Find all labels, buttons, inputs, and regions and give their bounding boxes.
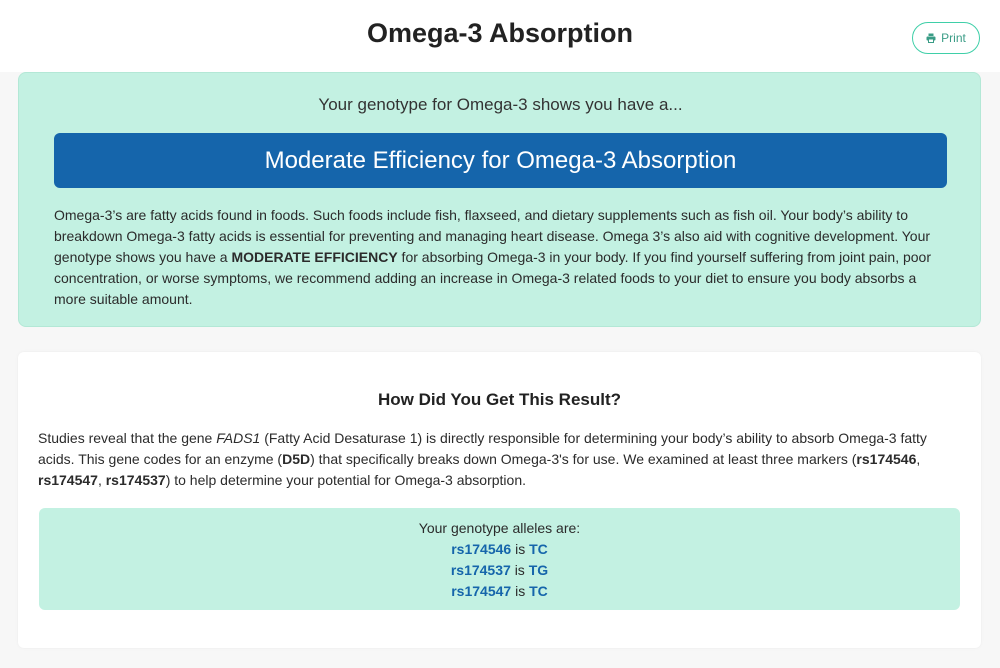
page-header (0, 0, 1000, 72)
how-text: (Fatty Acid Desaturase 1) is directly responsible for determining your body’s ability to absorb Omega-3 fatty acids. This gene codes for an enzyme ( (38, 430, 927, 467)
how-text: Studies reveal that the gene (38, 430, 217, 446)
gene-name: FADS1 (216, 430, 261, 446)
alleles-title: Your genotype alleles are: (418, 520, 581, 536)
printer-icon (926, 33, 936, 43)
allele-is: is (514, 562, 525, 578)
allele-is: is (515, 541, 526, 557)
enzyme-name: D5D (282, 451, 311, 467)
page-title: Omega-3 Absorption (366, 18, 634, 48)
allele-genotype: TG (528, 562, 549, 578)
allele-marker: rs174547 (451, 583, 512, 599)
allele-row (39, 581, 960, 602)
result-banner: Moderate Efficiency for Omega-3 Absorption (54, 133, 947, 188)
allele-row (39, 560, 960, 581)
how-text: ) that specifically breaks down Omega-3's for use. We examined at least three markers ( (310, 451, 857, 467)
marker-name: rs174537 (105, 472, 166, 488)
how-description (38, 428, 953, 491)
result-desc-text: Omega-3’s are fatty acids found in foods. Such foods include fish, flaxseed, and dietary supplements such as fish oil. Your body’s ability to breakdown Omega-3 fatty acids is essential for preventing and managing heart disease. Omega 3’s also aid with cognitive development. Your genotype shows you have a (54, 207, 931, 265)
allele-genotype: TC (529, 583, 548, 599)
print-button[interactable] (912, 22, 980, 54)
result-desc-emphasis: MODERATE EFFICIENCY (231, 249, 398, 265)
how-title: How Did You Get This Result? (377, 390, 622, 409)
how-text: , (97, 472, 106, 488)
allele-marker: rs174546 (451, 541, 512, 557)
result-intro: Your genotype for Omega-3 shows you have a... (318, 95, 683, 114)
marker-name: rs174546 (856, 451, 917, 467)
result-description (54, 205, 947, 310)
alleles-box (39, 508, 960, 610)
print-button-label: Print (941, 31, 966, 45)
how-card (18, 352, 981, 648)
result-desc-text-cont: for absorbing Omega-3 in your body. If you find yourself suffering from joint pain, poor concentration, or worse symptoms, we recommend adding an increase in Omega-3 related foods to your diet to ensure you body absorbs a more suitable amount. (54, 249, 931, 307)
how-text: , (916, 451, 921, 467)
result-card (18, 72, 981, 327)
allele-marker: rs174537 (450, 562, 511, 578)
allele-row (39, 539, 960, 560)
allele-genotype: TC (529, 541, 548, 557)
allele-is: is (515, 583, 526, 599)
how-text: ) to help determine your potential for Omega-3 absorption. (165, 472, 526, 488)
marker-name: rs174547 (38, 472, 98, 488)
